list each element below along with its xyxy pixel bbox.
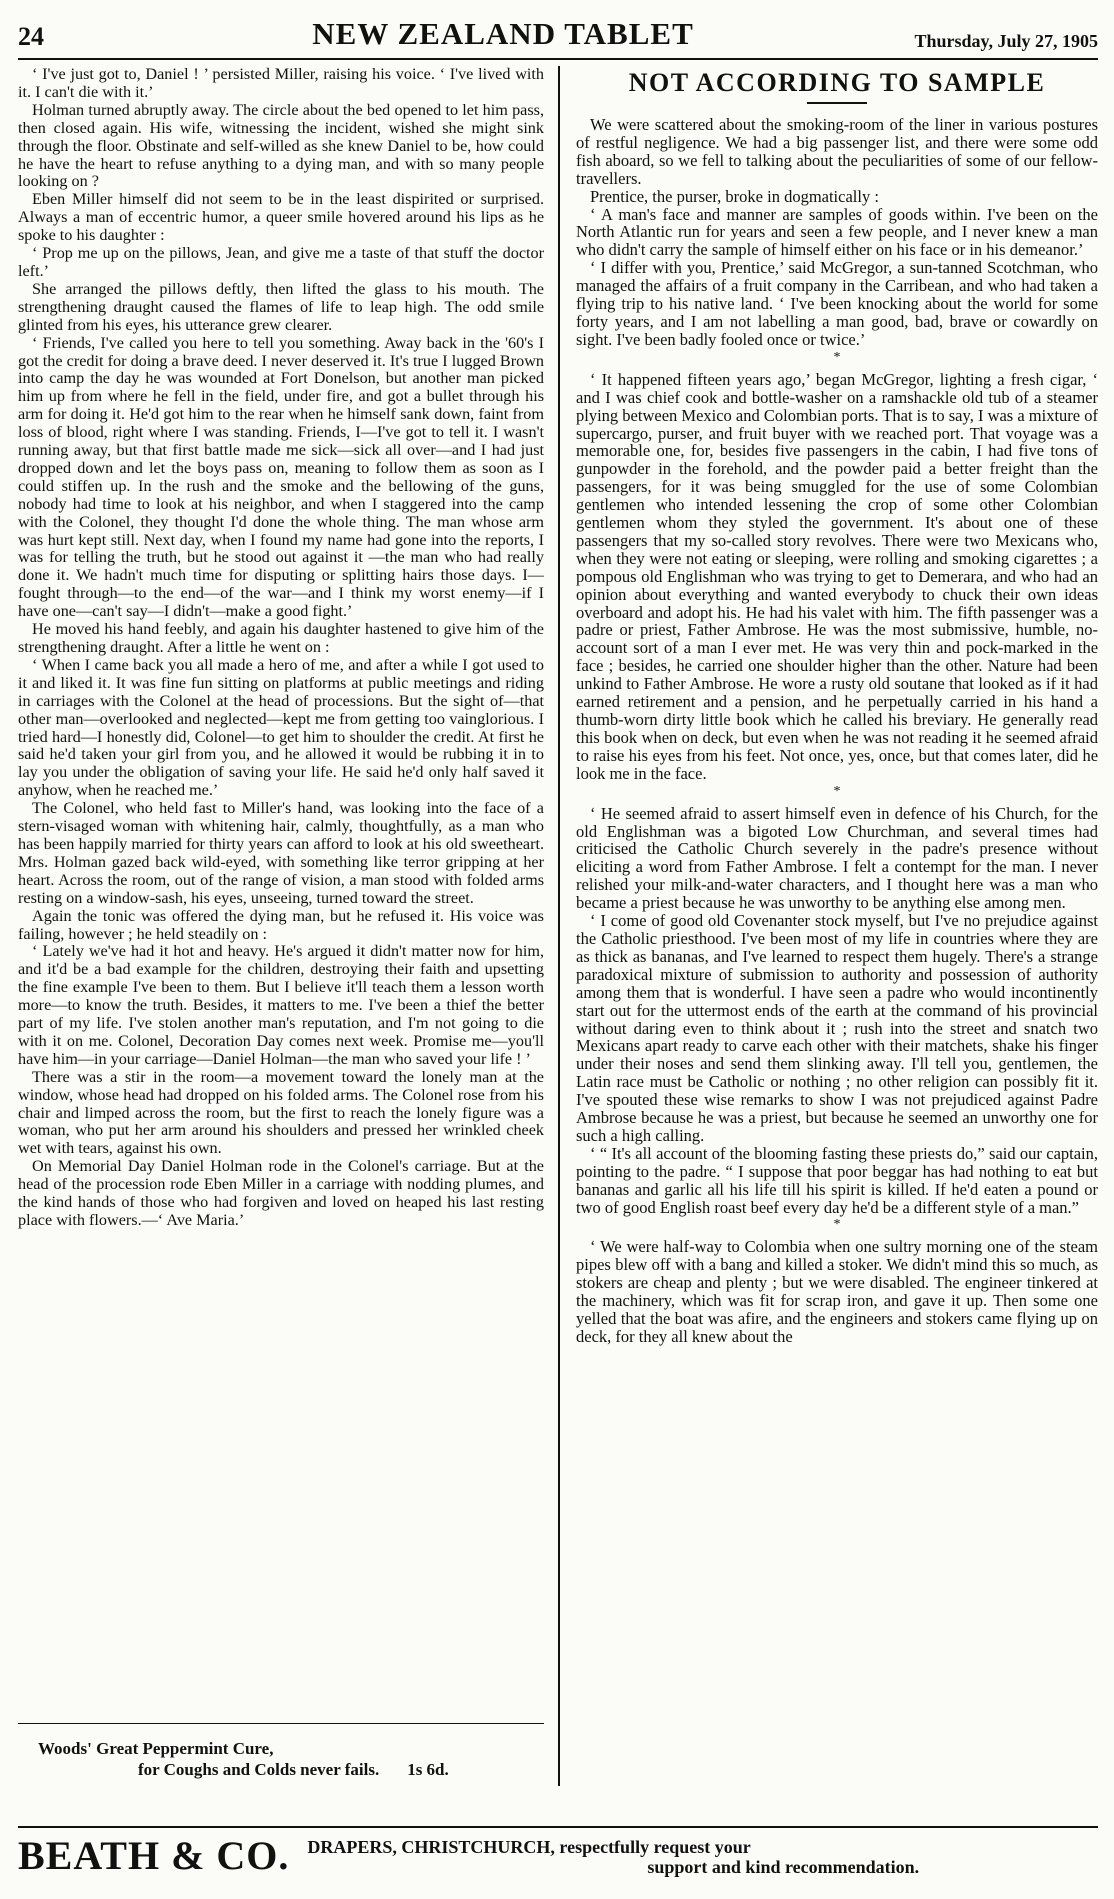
ad-price: 1s 6d. bbox=[407, 1760, 449, 1779]
paragraph: ‘ It happened fifteen years ago,’ began McGregor, lighting a fresh cigar, ‘ and I was chief cook and bottle-washer on a ramshackle old tub of a steamer plying between Mexico and Colombian ports. That is to say, I was a mixture of supercargo, purser, and fruit buyer with we reached port. That voyage was a memorable one, for, besides five passengers in the cabin, I had five tons of gunpowder in the forehold, and the powder paid a better freight than the passengers, for it was being smuggled for the use of some Colombian gentlemen who intended lessening the crop of some other Colombian gentlemen whom they styled the government. It's about one of these passengers that my so-called story revolves. There were two Mexicans who, when they were not eating or sleeping, were rolling and smoking cigarettes ; a pompous old Englishman who was trying to get to Demerara, and who had an opinion about everything and wanted everybody to chuck their own ideas overboard and adopt his. He had his valet with him. The fifth passenger was a padre or priest, Father Ambrose. He was the most submissive, humble, no-account sort of a man I ever met. He was very thin and pock-marked in the face ; besides, he carried one shoulder higher than the other. Nature had been unkind to Father Ambrose. He wore a rusty old soutane that looked as if it had earned retirement and a pension, and he perpetually carried in his hand a thumb-worn dirty little book which he called his breviary. He generally read this book when on deck, but even when he was not reading it he seemed afraid to raise his eyes from his feet. Not once, yes, once, but that comes later, did he look me in the face. bbox=[576, 369, 1099, 783]
paragraph: ‘ I differ with you, Prentice,’ said McGregor, a sun-tanned Scotchman, who managed the affairs of a fruit company in the Carribean, and who had taken a flying trip to his native land. ‘ I've been knocking about the world for some forty years, and I am not labelling a man good, bad, brave or cowardly on sight. I've been badly fooled once or twice.’ bbox=[576, 258, 1099, 349]
paragraph: He moved his hand feebly, and again his daughter hastened to give him of the strengthening draught. After a little he went on : bbox=[18, 620, 544, 656]
paragraph: We were scattered about the smoking-room of the liner in various postures of restful negligence. We had a big passenger list, and there were some odd fish aboard, so we fell to talking about the peculiarities of some of our fellow-travellers. bbox=[576, 115, 1099, 188]
paragraph: Eben Miller himself did not seem to be in the least dispirited or surprised. Always a man of eccentric humor, a queer smile hovered around his lips as he spoke to his daughter : bbox=[18, 190, 544, 245]
article-title: NOT ACCORDING TO SAMPLE bbox=[628, 68, 1046, 97]
columns bbox=[18, 66, 1098, 1786]
footer-ad bbox=[18, 1826, 1098, 1878]
ad-line-1: Woods' Great Peppermint Cure, bbox=[38, 1739, 274, 1758]
footer-tagline-line-2: support and kind recommendation. bbox=[647, 1857, 920, 1877]
paper-title: NEW ZEALAND TABLET bbox=[312, 16, 694, 51]
section-separator: * bbox=[833, 783, 841, 799]
paragraph: ‘ A man's face and manner are samples of goods within. I've been on the North Atlantic run for years and seen a few people, and I never knew a man who didn't carry the sample of himself either on his face or in his demeanor.’ bbox=[576, 204, 1099, 260]
paragraph: There was a stir in the room—a movement toward the lonely man at the window, whose head had dropped on his folded arms. The Colonel rose from his chair and limped across the room, but the first to reach the lonely figure was a woman, who put her arm around his shoulders and pressed her wrinkled cheek wet with tears, against his own. bbox=[18, 1067, 544, 1158]
page-number: 24 bbox=[18, 22, 44, 51]
paragraph: Again the tonic was offered the dying man, but he refused it. His voice was failing, however ; he held steadily on : bbox=[18, 906, 544, 943]
left-story bbox=[18, 66, 544, 1723]
left-column bbox=[18, 66, 558, 1786]
paragraph: ‘ When I came back you all made a hero of me, and after a while I got used to it and liked it. It was fine fun sitting on platforms at public meetings and riding in carriages with the Colonel at the head of processions. But the sight of—that other man—overlooked and neglected—kept me from getting too vainglorious. I tried hard—I honestly did, Colonel—to get him to shoulder the credit. At first he said he'd taken your girl from you, and he allowed it would be rubbing it in to lay you under the obligation of saving your life. He said he'd only half saved it anyhow, when he reached me.’ bbox=[18, 655, 544, 800]
ad-line-2 bbox=[38, 1759, 544, 1780]
paragraph: The Colonel, who held fast to Miller's hand, was looking into the face of a stern-visaged woman with whitening hair, calmly, thoughtfully, as a man who has been happily married for thirty years can afford to look at his old sweetheart. Mrs. Holman gazed back wild-eyed, with something like terror gripping at her heart. Across the room, out of the range of vision, a man stood with folded arms resting on a window-sash, his eyes, unseeing, turned toward the street. bbox=[18, 799, 544, 907]
right-story bbox=[576, 116, 1098, 1346]
paragraph: ‘ We were half-way to Colombia when one sultry morning one of the steam pipes blew off with a bang and killed a stoker. We didn't mind this so much, as stokers are cheap and plenty ; but we were disabled. The engineer tinkered at the machinery, which was fit for scrap iron, and gave it up. Then some one yelled that the boat was afire, and the engineers and stokers came flying up on deck, for they all knew about the bbox=[576, 1237, 1099, 1346]
footer-tagline-line-1: DRAPERS, CHRISTCHURCH, respectfully request your bbox=[307, 1837, 751, 1857]
right-column bbox=[560, 66, 1098, 1786]
issue-date: Thursday, July 27, 1905 bbox=[914, 31, 1098, 51]
title-rule bbox=[807, 102, 867, 104]
ad-claim: for Coughs and Colds never fails. bbox=[138, 1760, 380, 1779]
paragraph: ‘ I come of good old Covenanter stock myself, but I've no prejudice against the Catholic priesthood. I've been most of my life in countries where they are as thick as bananas, and I've learned to respect them hugely. There's a strange paradoxical mixture of submission to authority and possession of authority among them that is wonderful. I have seen a padre who would incontinently start out for the uttermost ends of the earth at the command of his provincial without daring even to think about it ; rush into the street and snatch two Mexicans apart ready to carve each other with their matchets, shake his finger under their noses and send them slinking away. I'll tell you, gentlemen, the Latin race must be Catholic or nothing ; no other religion can possibly fit it. I've spouted these wise remarks to show I was not prejudiced against Padre Ambrose because he was a priest, but because he seemed an unworthy one for such a high calling. bbox=[576, 911, 1099, 1145]
paragraph: On Memorial Day Daniel Holman rode in the Colonel's carriage. But at the head of the procession rode Eben Miller in a carriage with nodding plumes, and the kind hands of those who had forgiven and loved on heaped his last resting place with flowers.—‘ Ave Maria.’ bbox=[18, 1157, 544, 1229]
footer-tagline bbox=[307, 1834, 919, 1877]
peppermint-cure-ad bbox=[18, 1723, 544, 1786]
paragraph: Prentice, the purser, broke in dogmatically : bbox=[590, 186, 879, 206]
paragraph: ‘ I've just got to, Daniel ! ’ persisted Miller, raising his voice. ‘ I've lived with it. I can't die with it.’ bbox=[18, 66, 544, 101]
masthead bbox=[18, 18, 1098, 60]
paragraph: ‘ “ It's all account of the blooming fasting these priests do,” said our captain, pointing to the padre. “ I suppose that poor beggar has had nothing to eat but bananas and garlic all his life till his spirit is killed. If he'd eaten a pound or two of good English roast beef every day he'd be a different style of a man.” bbox=[576, 1143, 1099, 1217]
section-separator: * bbox=[833, 1217, 841, 1233]
paragraph: ‘ Friends, I've called you here to tell you something. Away back in the '60's I got the credit for doing a brave deed. I never deserved it. It's true I lugged Brown into camp the day he was wounded at Fort Donelson, but another man picked him up from where he fell in the field, under fire, and got a bullet through his arm for doing it. He'd got him to the rear when he himself sank down, faint from loss of blood, right where I was standing. Friends, I—I've got to tell it. I wasn't running away, but that first battle made me sick—sick all over—and I had just dropped down and let the boys pass on, meaning to follow them as soon as I could stiffen up. In the rush and the smoke and the bellowing of the guns, nobody had time to look at his neighbor, and when I staggered into the camp with the Colonel, they thought I'd done the whole thing. The man whose arm was hurt kept still. Next day, when I found my name had gone into the reports, I was for telling the truth, but he stood out against it —the man who had really done it. We hadn't much time for disputing or splitting hairs those days. I—fought through—to the end—of the war—and I think my worst enemy—if I have one—can't say—I didn't—make a good fight.’ bbox=[18, 333, 544, 621]
paragraph: ‘ Lately we've had it hot and heavy. He's argued it didn't matter now for him, and it'd be a bad example for the children, destroying their faith and upsetting the fine example I've been to them. But I believe it'll teach them a lesson worth more—to know the truth. Besides, it matters to me. I've been a thief the better part of my life. I've stolen another man's reputation, and I'm not going to die with it on me. Colonel, Decoration Day comes next week. Promise me—you'll have him—in your carriage—Daniel Holman—the man who saved your life ! ’ bbox=[18, 942, 544, 1068]
footer-brand: BEATH & CO. bbox=[18, 1833, 290, 1878]
paragraph: ‘ He seemed afraid to assert himself even in defence of his Church, for the old Englishman was a bigoted Low Churchman, and several times had criticised the Catholic Church severely in the padre's presence without eliciting a word from Father Ambrose. I felt a contempt for the man. I never relished your milk-and-water characters, and I thought here was a man who became a priest because he was unworthy to be anything else among men. bbox=[576, 803, 1099, 913]
paragraph: ‘ Prop me up on the pillows, Jean, and give me a taste of that stuff the doctor left.’ bbox=[18, 244, 544, 280]
paragraph: She arranged the pillows deftly, then lifted the glass to his mouth. The strengthening draught caused the flames of life to leap high. The odd smile glinted from his eyes, his utterance grew clearer. bbox=[18, 279, 544, 334]
paragraph: Holman turned abruptly away. The circle about the bed opened to let him pass, then closed again. His wife, witnessing the incident, wished she might sink through the floor. Obstinate and self-willed as she knew Daniel to be, how could he have the heart to refuse anything to a dying man, and with so many people looking on ? bbox=[18, 100, 544, 191]
section-separator: * bbox=[833, 349, 841, 365]
